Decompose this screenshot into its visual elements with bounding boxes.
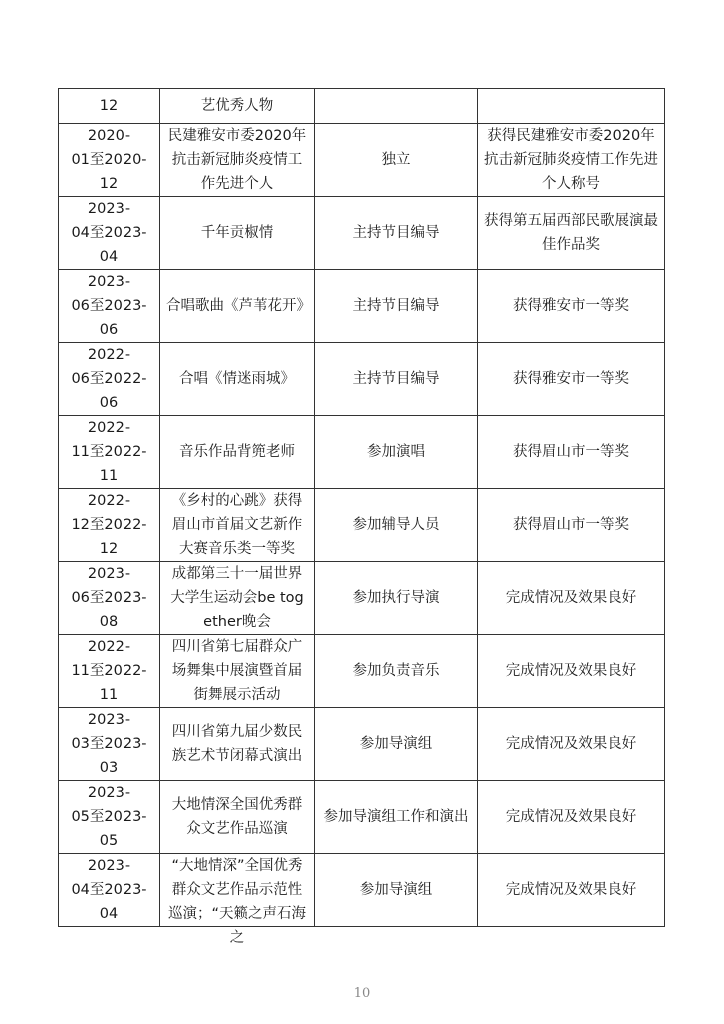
date-line: 11 bbox=[99, 468, 119, 484]
role-cell: 主持节目编导 bbox=[315, 343, 478, 416]
role-cell bbox=[315, 89, 478, 124]
table-row bbox=[59, 781, 665, 854]
date-line: 08 bbox=[99, 614, 119, 630]
date-line: 11 bbox=[99, 687, 119, 703]
table-row bbox=[59, 89, 665, 124]
table-row bbox=[59, 635, 665, 708]
date-line: 11至2022- bbox=[71, 663, 147, 679]
table-row bbox=[59, 416, 665, 489]
date-line: 04至2023- bbox=[71, 882, 147, 898]
date-line: 2023- bbox=[87, 201, 131, 217]
date-line: 03至2023- bbox=[71, 736, 147, 752]
date-cell bbox=[59, 89, 160, 124]
date-line: 2023- bbox=[87, 785, 131, 801]
date-cell bbox=[59, 562, 160, 635]
result-cell: 获得第五届西部民歌展演最佳作品奖 bbox=[478, 197, 665, 270]
role-cell: 参加负责音乐 bbox=[315, 635, 478, 708]
date-line: 2022- bbox=[87, 639, 131, 655]
result-cell: 获得眉山市一等奖 bbox=[478, 489, 665, 562]
name-cell: 合唱歌曲《芦苇花开》 bbox=[160, 270, 315, 343]
role-cell: 参加演唱 bbox=[315, 416, 478, 489]
role-cell: 独立 bbox=[315, 124, 478, 197]
date-line: 03 bbox=[99, 760, 119, 776]
date-cell bbox=[59, 124, 160, 197]
date-cell bbox=[59, 781, 160, 854]
records-table bbox=[58, 88, 665, 946]
table-row bbox=[59, 489, 665, 562]
result-cell: 获得眉山市一等奖 bbox=[478, 416, 665, 489]
date-line: 2022- bbox=[87, 420, 131, 436]
name-cell: 艺优秀人物 bbox=[160, 89, 315, 124]
result-cell: 获得雅安市一等奖 bbox=[478, 270, 665, 343]
result-cell bbox=[478, 89, 665, 124]
role-cell: 参加辅导人员 bbox=[315, 489, 478, 562]
name-cell-text: “大地情深”全国优秀群众文艺作品示范性巡演；“天籁之声石海之 bbox=[167, 858, 306, 946]
date-line: 2023- bbox=[87, 858, 131, 874]
result-cell: 完成情况及效果良好 bbox=[478, 854, 665, 927]
table-row bbox=[59, 708, 665, 781]
date-line: 06至2023- bbox=[71, 298, 147, 314]
table-row bbox=[59, 343, 665, 416]
name-cell: 合唱《情迷雨城》 bbox=[160, 343, 315, 416]
result-cell: 完成情况及效果良好 bbox=[478, 635, 665, 708]
role-cell: 参加导演组 bbox=[315, 708, 478, 781]
date-cell bbox=[59, 708, 160, 781]
result-cell: 完成情况及效果良好 bbox=[478, 562, 665, 635]
date-line: 06 bbox=[99, 322, 119, 338]
date-line: 2022- bbox=[87, 347, 131, 363]
name-cell: 千年贡椒情 bbox=[160, 197, 315, 270]
date-line: 12至2022- bbox=[71, 517, 147, 533]
date-line: 2022- bbox=[87, 493, 131, 509]
date-cell bbox=[59, 635, 160, 708]
role-cell: 主持节目编导 bbox=[315, 270, 478, 343]
date-cell bbox=[59, 854, 160, 927]
date-line: 06至2022- bbox=[71, 371, 147, 387]
name-cell: 四川省第七届群众广场舞集中展演暨首届街舞展示活动 bbox=[160, 635, 315, 708]
name-cell: 音乐作品背篼老师 bbox=[160, 416, 315, 489]
date-line: 2023- bbox=[87, 274, 131, 290]
result-cell: 获得雅安市一等奖 bbox=[478, 343, 665, 416]
date-cell bbox=[59, 489, 160, 562]
date-line: 2023- bbox=[87, 712, 131, 728]
table-row bbox=[59, 562, 665, 635]
date-line: 05至2023- bbox=[71, 809, 147, 825]
date-line: 12 bbox=[99, 541, 119, 557]
name-cell: 《乡村的心跳》获得眉山市首届文艺新作大赛音乐类一等奖 bbox=[160, 489, 315, 562]
name-cell: 大地情深全国优秀群众文艺作品巡演 bbox=[160, 781, 315, 854]
date-line: 12 bbox=[99, 98, 119, 114]
table-row bbox=[59, 124, 665, 197]
result-cell: 获得民建雅安市委2020年抗击新冠肺炎疫情工作先进个人称号 bbox=[478, 124, 665, 197]
date-line: 11至2022- bbox=[71, 444, 147, 460]
date-cell bbox=[59, 270, 160, 343]
table-row bbox=[59, 197, 665, 270]
date-cell bbox=[59, 197, 160, 270]
date-line: 04 bbox=[99, 906, 119, 922]
date-line: 2023- bbox=[87, 566, 131, 582]
date-line: 05 bbox=[99, 833, 119, 849]
date-line: 06至2023- bbox=[71, 590, 147, 606]
date-line: 06 bbox=[99, 395, 119, 411]
date-line: 04至2023- bbox=[71, 225, 147, 241]
result-cell: 完成情况及效果良好 bbox=[478, 708, 665, 781]
date-cell bbox=[59, 343, 160, 416]
name-cell: 民建雅安市委2020年抗击新冠肺炎疫情工作先进个人 bbox=[160, 124, 315, 197]
result-cell: 完成情况及效果良好 bbox=[478, 781, 665, 854]
name-cell: 四川省第九届少数民族艺术节闭幕式演出 bbox=[160, 708, 315, 781]
name-cell: 成都第三十一届世界大学生运动会be together晚会 bbox=[160, 562, 315, 635]
date-cell bbox=[59, 416, 160, 489]
table-row bbox=[59, 270, 665, 343]
page-number: 10 bbox=[353, 986, 371, 1001]
name-cell bbox=[160, 854, 315, 946]
role-cell: 参加导演组工作和演出 bbox=[315, 781, 478, 854]
role-cell: 参加执行导演 bbox=[315, 562, 478, 635]
date-line: 01至2020- bbox=[71, 152, 147, 168]
role-cell: 主持节目编导 bbox=[315, 197, 478, 270]
date-line: 04 bbox=[99, 249, 119, 265]
table-row bbox=[59, 854, 665, 927]
role-cell: 参加导演组 bbox=[315, 854, 478, 927]
date-line: 12 bbox=[99, 176, 119, 192]
records-table-body bbox=[59, 89, 665, 946]
date-line: 2020- bbox=[87, 128, 131, 144]
